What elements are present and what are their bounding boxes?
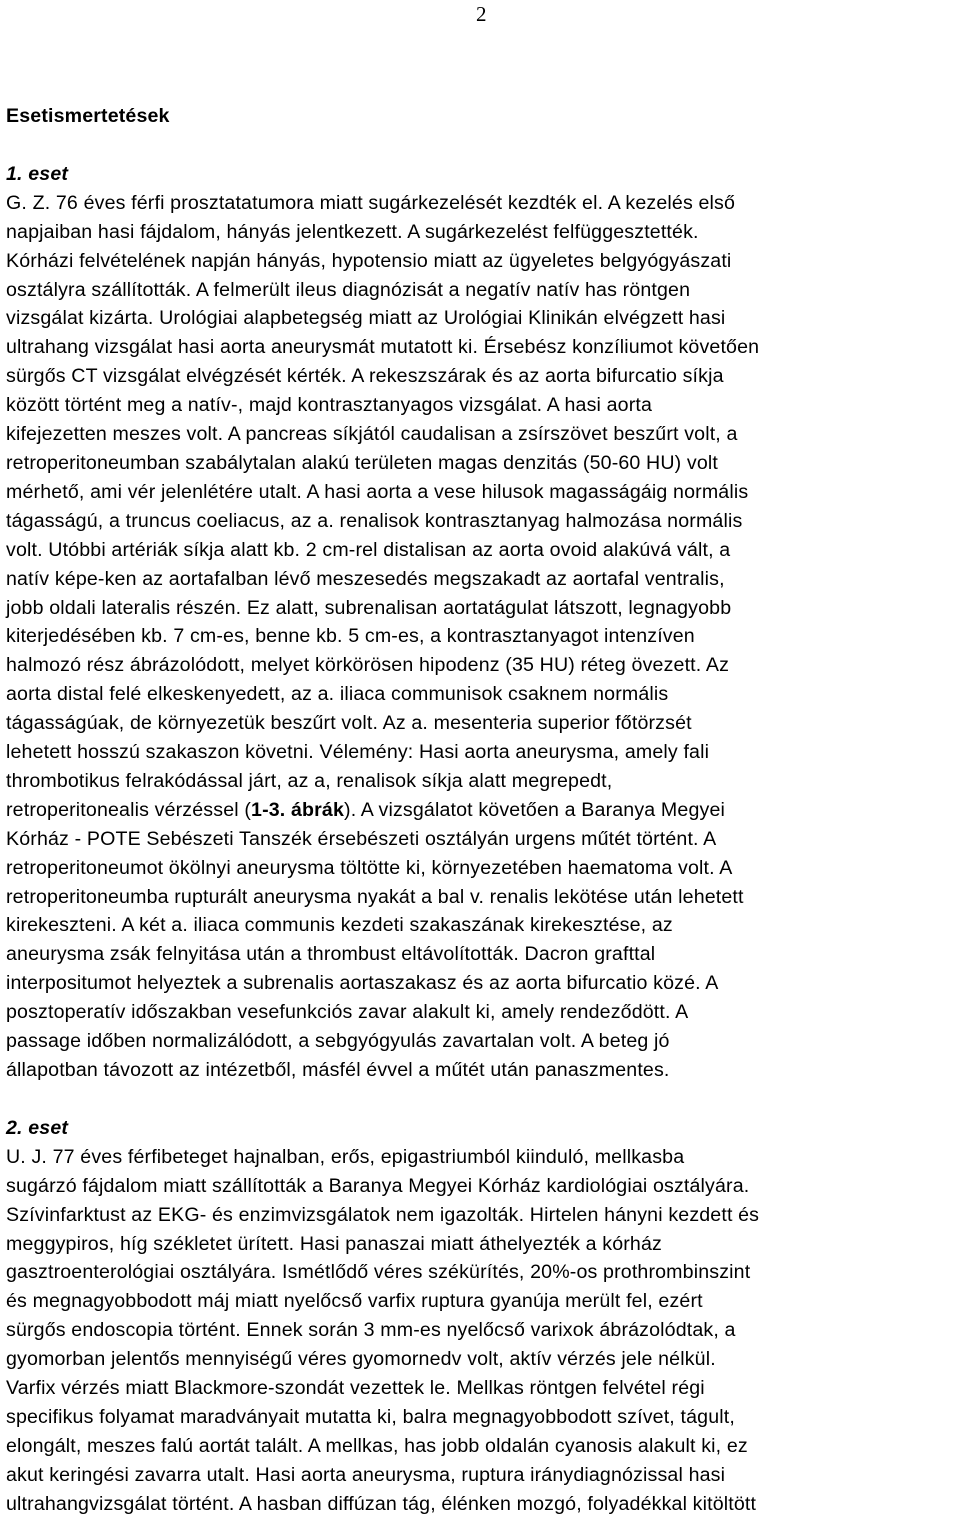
case-1-title: 1. eset xyxy=(6,162,69,185)
case-2-line: gyomorban jelentős mennyiségű véres gyomornedv volt, aktív vérzés jele nélkül. xyxy=(6,1348,716,1371)
line-text-after-figure-ref: ). A vizsgálatot követően a Baranya Megyei xyxy=(344,798,725,821)
case-2-line: ultrahangvizsgálat történt. A hasban diffúzan tág, élénken mozgó, folyadékkal kitöltött xyxy=(6,1492,757,1515)
case-1-line: napjaiban hasi fájdalom, hányás jelentkezett. A sugárkezelést felfüggesztették. xyxy=(6,220,699,243)
case-1-text xyxy=(6,189,960,1085)
case-2-line: elongált, meszes falú aortát talált. A mellkas, has jobb oldalán cyanosis alakult ki, ez xyxy=(6,1434,748,1457)
case-1-line: vizsgálat kizárta. Urológiai alapbetegség miatt az Urológiai Klinikán elvégzett hasi xyxy=(6,307,726,330)
case-1-line-figure-reference xyxy=(6,796,960,825)
case-1-line: G. Z. 76 éves férfi prosztatatumora miatt sugárkezelését kezdték el. A kezelés első xyxy=(6,191,736,214)
case-1-line: natív képe-ken az aortafalban lévő meszesedés megszakadt az aortafal ventralis, xyxy=(6,567,725,590)
case-1 xyxy=(6,160,960,1085)
case-2-line: Szívinfarktust az EKG- és enzimvizsgálatok nem igazolták. Hirtelen hányni kezdett és xyxy=(6,1203,760,1226)
case-1-line: mérhető, ami vér jelenlétére utalt. A hasi aorta a vese hilusok magasságáig normális xyxy=(6,480,749,503)
case-2-line: U. J. 77 éves férfibeteget hajnalban, erős, epigastriumból kiinduló, mellkasba xyxy=(6,1145,685,1168)
case-1-line: tágasságú, a truncus coeliacus, az a. renalisok kontrasztanyag halmozása normális xyxy=(6,509,743,532)
case-2-line: sürgős endoscopia történt. Ennek során 3 mm-es nyelőcső varixok ábrázolódtak, a xyxy=(6,1319,736,1342)
case-1-line: thrombotikus felrakódással járt, az a, renalisok síkja alatt megrepedt, xyxy=(6,769,613,792)
case-1-line: állapotban távozott az intézetből, másfél évvel a műtét után panaszmentes. xyxy=(6,1059,670,1081)
case-1-line: ultrahang vizsgálat hasi aorta aneurysmát mutatott ki. Érsebész konzíliumot követően xyxy=(6,336,760,359)
case-1-line: Kórház - POTE Sebészeti Tanszék érsebészeti osztályán urgens műtét történt. A xyxy=(6,827,717,850)
case-2-line: Varfix vérzés miatt Blackmore-szondát vezettek le. Mellkas röntgen felvétel régi xyxy=(6,1377,705,1400)
case-1-line: tágasságúak, de környezetük beszűrt volt. Az a. mesenteria superior főtörzsét xyxy=(6,712,692,735)
case-2-title: 2. eset xyxy=(6,1116,69,1139)
case-2-text xyxy=(6,1143,960,1519)
case-1-line: interpositumot helyeztek a subrenalis aortaszakasz és az aorta bifurcatio közé. A xyxy=(6,972,719,995)
case-1-line: halmozó rész ábrázolódott, melyet körkörösen hipodenz (35 HU) réteg övezett. Az xyxy=(6,654,730,677)
case-2-line: meggypiros, híg székletet ürített. Hasi panaszai miatt áthelyezték a kórház xyxy=(6,1232,662,1255)
case-1-line: között történt meg a natív-, majd kontrasztanyagos vizsgálat. A hasi aorta xyxy=(6,394,653,417)
case-1-line: kirekeszteni. A két a. iliaca communis kezdeti szakaszának kirekesztése, az xyxy=(6,914,673,937)
case-1-line: lehetett hosszú szakaszon követni. Vélemény: Hasi aorta aneurysma, amely fali xyxy=(6,741,710,764)
page-number: 2 xyxy=(476,2,487,26)
case-1-line: volt. Utóbbi artériák síkja alatt kb. 2 cm-rel distalisan az aorta ovoid alakúvá vált, a xyxy=(6,538,731,561)
case-2-line: akut keringési zavarra utalt. Hasi aorta aneurysma, ruptura iránydiagnózissal hasi xyxy=(6,1463,726,1486)
case-2-line: gasztroenterológiai osztályára. Ismétlődő véres székürítés, 20%-os prothrombinszint xyxy=(6,1261,751,1284)
case-1-line: Kórházi felvételének napján hányás, hypotensio miatt az ügyeletes belgyógyászati xyxy=(6,249,732,272)
section-heading: Esetismertetések xyxy=(6,105,170,127)
line-text-before-figure-ref: retroperitonealis vérzéssel ( xyxy=(6,798,252,821)
case-2-line: specifikus folyamat maradványait mutatta ki, balra megnagyobbodott szívet, tágult, xyxy=(6,1405,735,1428)
case-1-line: kiterjedésében kb. 7 cm-es, benne kb. 5 cm-es, a kontrasztanyagot intenzíven xyxy=(6,625,695,648)
case-1-line: retroperitoneumot ökölnyi aneurysma töltötte ki, környezetében haematoma volt. A xyxy=(6,856,733,879)
case-1-line: jobb oldali lateralis részén. Ez alatt, subrenalisan aortatágulat látszott, legnagyobb xyxy=(6,596,732,619)
case-1-line: retroperitoneumban szabálytalan alakú területen magas denzitás (50-60 HU) volt xyxy=(6,451,719,474)
case-1-line: retroperitoneumba rupturált aneurysma nyakát a bal v. renalis lekötése után lehetett xyxy=(6,885,744,908)
case-1-line: passage időben normalizálódott, a sebgyógyulás zavartalan volt. A beteg jó xyxy=(6,1030,670,1053)
case-2-line: és megnagyobbodott máj miatt nyelőcső varfix ruptura gyanúja merült fel, ezért xyxy=(6,1290,703,1313)
figure-reference: 1-3. ábrák xyxy=(251,798,345,821)
case-1-line: aorta distal felé elkeskenyedett, az a. iliaca communisok csaknem normális xyxy=(6,683,669,706)
case-2-line: sugárzó fájdalom miatt szállították a Baranya Megyei Kórház kardiológiai osztályára. xyxy=(6,1174,750,1197)
case-1-line: posztoperatív időszakban vesefunkciós zavar alakult ki, amely rendeződött. A xyxy=(6,1001,689,1024)
case-1-line: sürgős CT vizsgálat elvégzését kérték. A rekeszszárak és az aorta bifurcatio síkja xyxy=(6,365,724,388)
case-2 xyxy=(6,1114,960,1519)
case-1-line: aneurysma zsák felnyitása után a thrombust eltávolították. Dacron grafttal xyxy=(6,943,656,966)
document-body xyxy=(6,102,960,1519)
case-1-line: osztályra szállították. A felmerült ileus diagnózisát a negatív natív has röntgen xyxy=(6,278,691,301)
case-1-line: kifejezetten meszes volt. A pancreas síkjától caudalisan a zsírszövet beszűrt volt, a xyxy=(6,423,738,446)
